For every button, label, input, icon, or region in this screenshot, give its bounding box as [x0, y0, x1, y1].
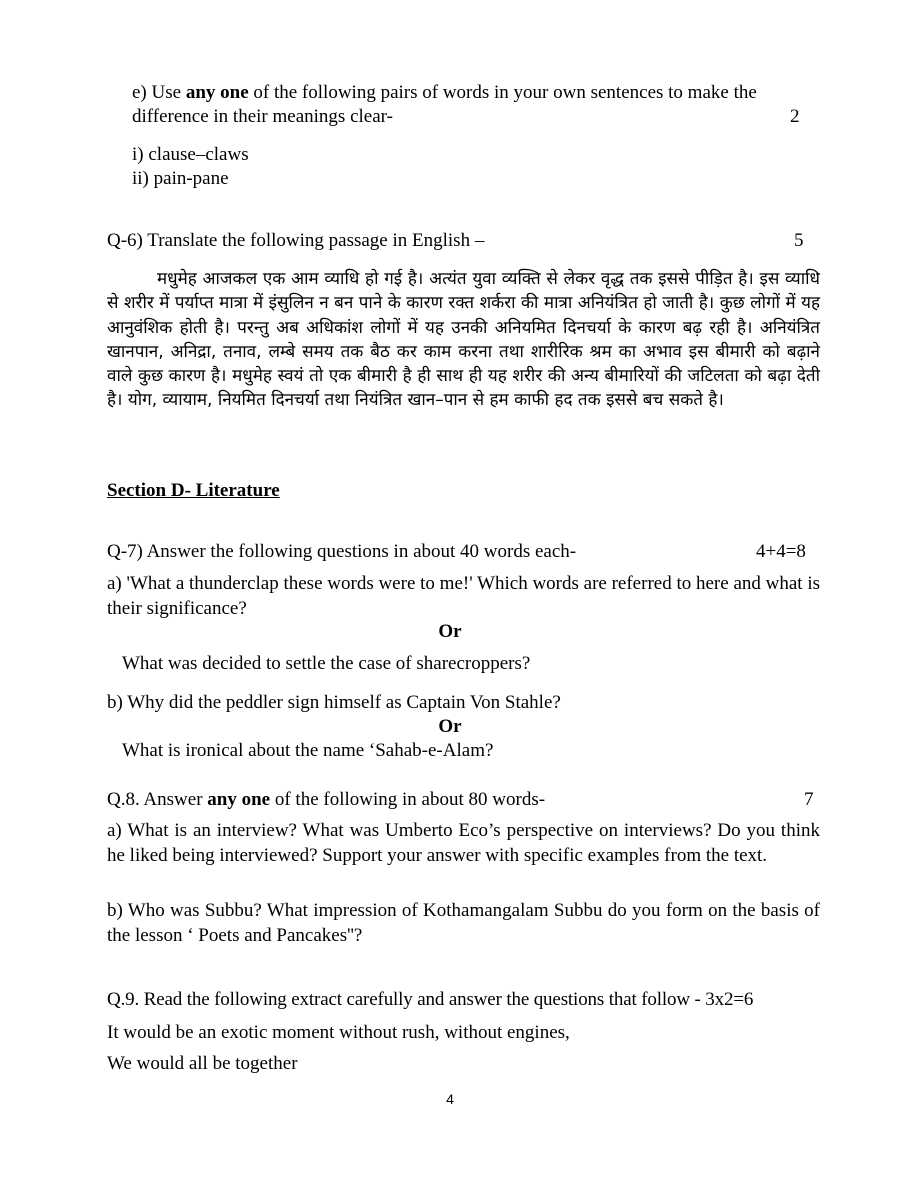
q7-question-a: a) 'What a thunderclap these words were to me!' Which words are referred to here and what is their significance? [107, 573, 820, 619]
q8-marks: 7 [804, 789, 814, 810]
q7-question-b-alt: What is ironical about the name ‘Sahab-e-Alam? [122, 740, 494, 761]
q8-prefix: Q.8. Answer [107, 789, 208, 810]
q5e-option-2: ii) pain-pane [132, 168, 229, 189]
q5e-marks: 2 [790, 106, 800, 127]
q5e-instruction-line2: difference in their meanings clear- [132, 106, 393, 127]
q6-hindi-passage: मधुमेह आजकल एक आम व्याधि हो गई है। अत्यंत युवा व्यक्ति से लेकर वृद्ध तक इससे पीड़ित है। इस व्याधि से शरीर में पर्याप्त मात्रा में इंसुलिन न बन पाने के कारण रक्त शर्करा की मात्रा अनियंत्रित हो जाती है। कुछ लोगों में यह आनुवंशिक होती है। परन्तु अब अधिकांश लोगों में यह उनकी अनियमित दिनचर्या के कारण बढ़ रही है। अनियंत्रित खानपान, अनिद्रा, तनाव, लम्बे समय तक बैठ कर काम करना तथा शारीरिक श्रम का अभाव इस बीमारी को बढ़ाने वाले कुछ कारण है। मधुमेह स्वयं तो एक बीमारी है ही साथ ही यह शरीर की अन्य बीमारियों की जटिलता को बढ़ा देती है। योग, व्यायाम, नियमित दिनचर्या तथा नियंत्रित खान–पान से हम काफी हद तक इससे बच सकते है। [107, 269, 820, 411]
q8-emphasis: any one [207, 789, 271, 810]
q5e-instruction-line1 [132, 81, 757, 105]
page-number: 4 [446, 1091, 454, 1107]
q8-suffix: of the following in about 80 words- [270, 789, 546, 810]
q8-prompt [107, 788, 545, 812]
q8-question-a: a) What is an interview? What was Umberto Eco’s perspective on interviews? Do you think he liked being interviewed? Support your answer with specific examples from the text. [107, 820, 820, 866]
section-heading: Section D- Literature [107, 480, 280, 501]
q7-question-b: b) Why did the peddler sign himself as Captain Von Stahle? [107, 692, 561, 713]
q5e-suffix: of the following pairs of words in your own sentences to make the [248, 82, 757, 103]
q7-prompt: Q-7) Answer the following questions in about 40 words each- [107, 541, 577, 562]
q7-or-2: Or [438, 716, 462, 737]
q8-question-b: b) Who was Subbu? What impression of Kothamangalam Subbu do you form on the basis of the lesson ‘ Poets and Pancakes''? [107, 900, 820, 946]
q5e-prefix: e) Use [132, 82, 186, 103]
q7-marks: 4+4=8 [756, 541, 806, 562]
q5e-option-1: i) clause–claws [132, 144, 249, 165]
q7-or-1: Or [438, 621, 462, 642]
q7-question-a-alt: What was decided to settle the case of sharecroppers? [122, 653, 531, 674]
q9-prompt: Q.9. Read the following extract carefully and answer the questions that follow - 3x2=6 [107, 989, 754, 1010]
q6-marks: 5 [794, 230, 804, 251]
q6-prompt: Q-6) Translate the following passage in English – [107, 230, 485, 251]
q9-extract-line-1: It would be an exotic moment without rush, without engines, [107, 1022, 570, 1043]
q9-extract-line-2: We would all be together [107, 1053, 298, 1074]
q5e-emphasis: any one [185, 82, 249, 103]
